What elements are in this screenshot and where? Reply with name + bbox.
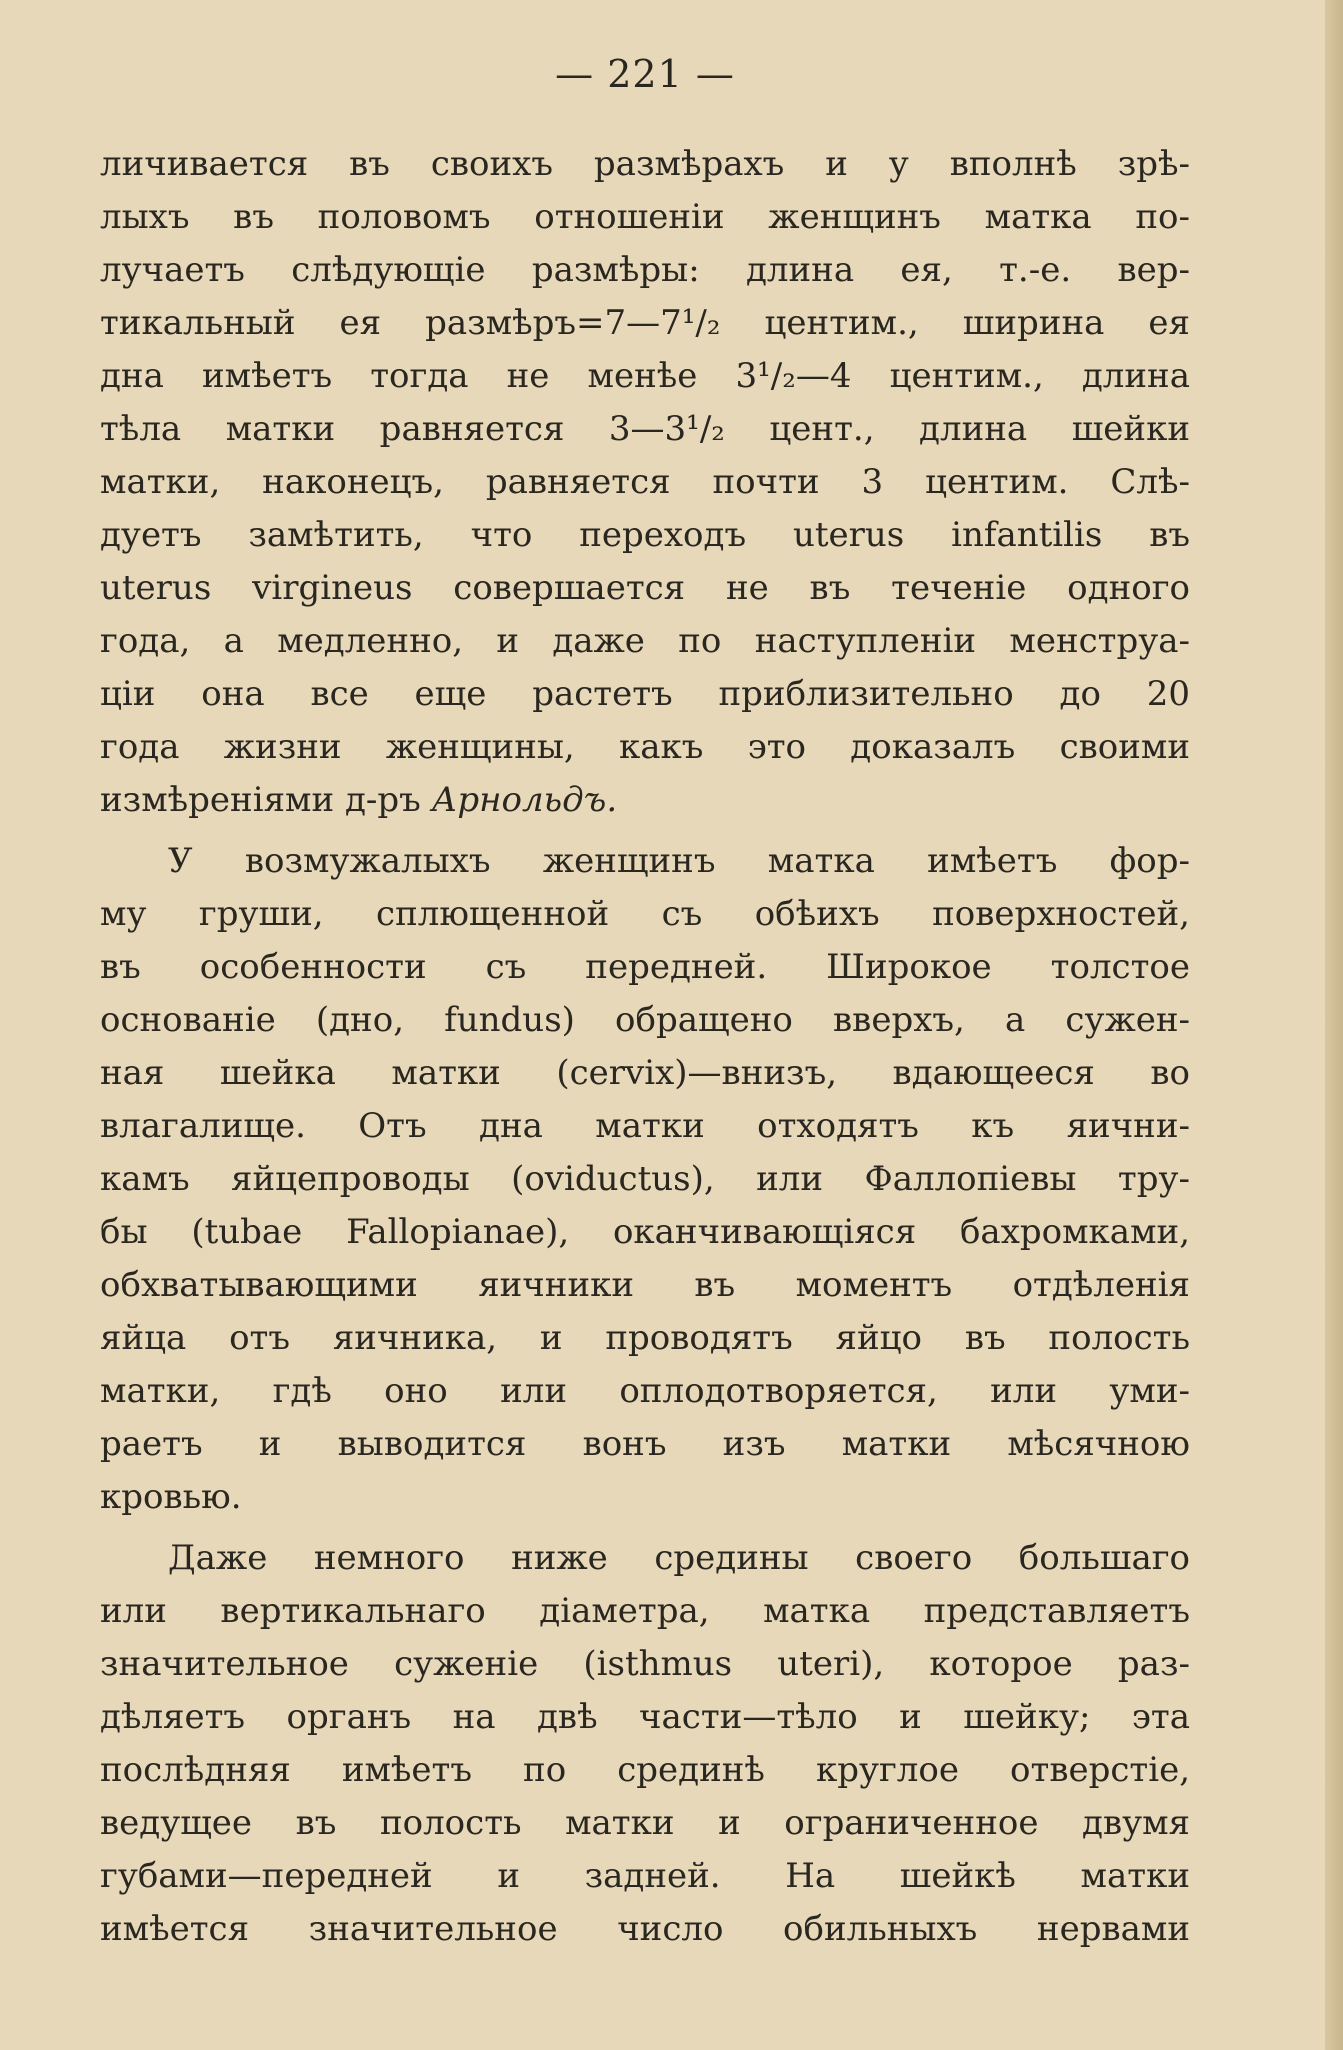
text-run: измѣреніями д-ръ	[100, 780, 432, 820]
text-line: губами—передней и задней. На шейкѣ матки	[100, 1856, 1190, 1896]
text-line: яйца отъ яичника, и проводятъ яйцо въ полость	[100, 1318, 1190, 1358]
text-line: камъ яйцепроводы (oviductus), или Фаллопіевы тру-	[100, 1159, 1190, 1199]
text-line: му груши, сплющенной съ обѣихъ поверхностей,	[100, 894, 1190, 934]
text-line: года, а медленно, и даже по наступленіи менструа-	[100, 621, 1190, 661]
text-line: лучаетъ слѣдующіе размѣры: длина ея, т.-е. вер-	[100, 250, 1190, 290]
author-name-italic: Арнольдъ.	[431, 780, 618, 820]
text-line: матки, гдѣ оно или оплодотворяется, или уми-	[100, 1371, 1190, 1411]
text-line: ціи она все еще растетъ приблизительно до 20	[100, 674, 1190, 714]
text-line: тѣла матки равняется 3—3¹/₂ цент., длина шейки	[100, 409, 1190, 449]
text-line: основаніе (дно, fundus) обращено вверхъ, а сужен-	[100, 1000, 1190, 1040]
text-line: лыхъ въ половомъ отношеніи женщинъ матка по-	[100, 197, 1190, 237]
page-edge-shadow	[1325, 0, 1343, 2050]
text-line: бы (tubae Fallopianae), оканчивающіяся бахромками,	[100, 1212, 1190, 1252]
text-line: uterus virgineus совершается не въ теченіе одного	[100, 568, 1190, 608]
text-line: тикальный ея размѣръ=7—7¹/₂ центим., ширина ея	[100, 303, 1190, 343]
text-line: обхватывающими яичники въ моментъ отдѣленія	[100, 1265, 1190, 1305]
text-line: матки, наконецъ, равняется почти 3 центим. Слѣ-	[100, 462, 1190, 502]
text-line: послѣдняя имѣетъ по срединѣ круглое отверстіе,	[100, 1750, 1190, 1790]
text-line: личивается въ своихъ размѣрахъ и у вполнѣ зрѣ-	[100, 144, 1190, 184]
text-line: въ особенности съ передней. Широкое толстое	[100, 947, 1190, 987]
paragraph-2	[100, 835, 1190, 1524]
text-line: раетъ и выводится вонъ изъ матки мѣсячною	[100, 1424, 1190, 1464]
text-line: значительное суженіе (isthmus uteri), которое раз-	[100, 1644, 1190, 1684]
text-line-last	[100, 774, 1190, 827]
text-line: или вертикальнаго діаметра, матка представляетъ	[100, 1591, 1190, 1631]
text-line: дуетъ замѣтить, что переходъ uterus infantilis въ	[100, 515, 1190, 555]
text-line: У возмужалыхъ женщинъ матка имѣетъ фор-	[168, 841, 1190, 881]
page-number: — 221 —	[555, 52, 735, 96]
body-text	[100, 138, 1190, 1956]
text-line: дна имѣетъ тогда не менѣе 3¹/₂—4 центим., длина	[100, 356, 1190, 396]
text-line: влагалище. Отъ дна матки отходятъ къ яични-	[100, 1106, 1190, 1146]
text-line: Даже немного ниже средины своего большаго	[168, 1538, 1190, 1578]
text-line: дѣляетъ органъ на двѣ части—тѣло и шейку; эта	[100, 1697, 1190, 1737]
paragraph-3	[100, 1532, 1190, 1956]
text-line: ная шейка матки (cervix)—внизъ, вдающееся во	[100, 1053, 1190, 1093]
paragraph-1	[100, 138, 1190, 827]
text-line-last: кровью.	[100, 1477, 242, 1517]
text-line: имѣется значительное число обильныхъ нервами	[100, 1909, 1190, 1949]
text-line: ведущее въ полость матки и ограниченное двумя	[100, 1803, 1190, 1843]
text-line: года жизни женщины, какъ это доказалъ своими	[100, 727, 1190, 767]
